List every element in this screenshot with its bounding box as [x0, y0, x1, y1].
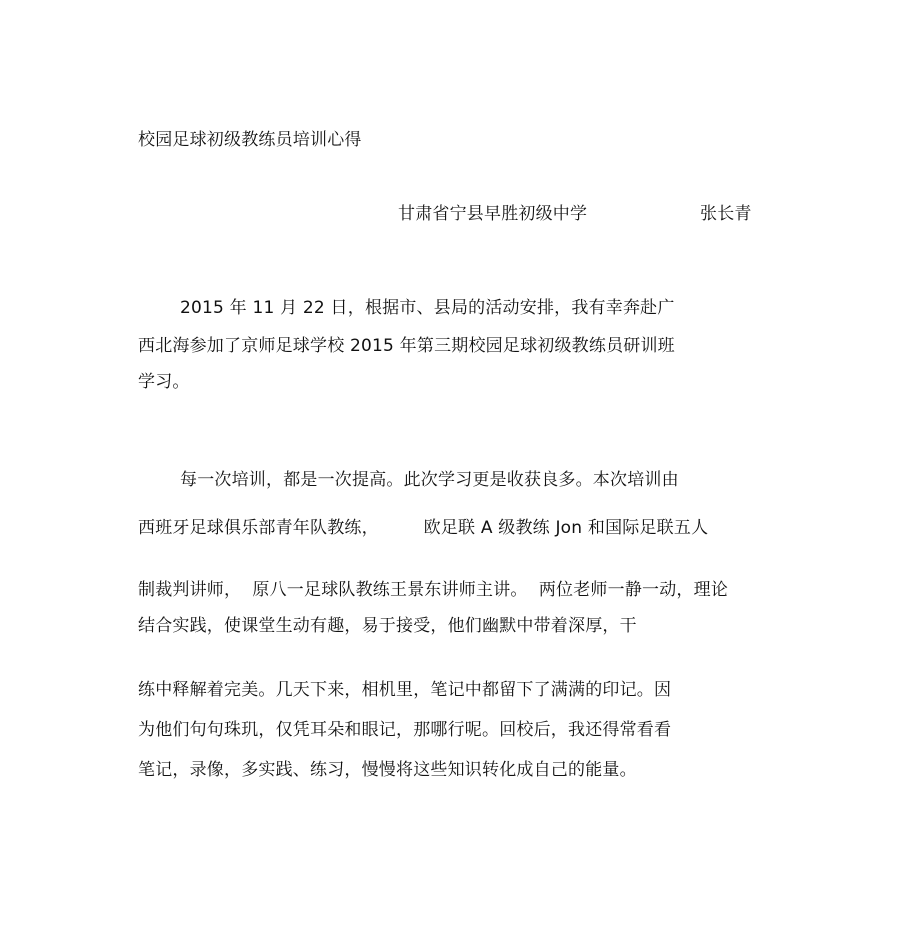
- author-unit: 甘肃省宁县早胜初级中学: [398, 204, 588, 224]
- paragraph-line: 练中释解着完美。几天下来，相机里，笔记中都留下了满满的印记。因: [138, 680, 672, 700]
- author-name: 张长青: [700, 204, 752, 224]
- document-title: 校园足球初级教练员培训心得: [138, 130, 362, 150]
- paragraph-line: 笔记，录像，多实践、练习，慢慢将这些知识转化成自己的能量。: [138, 760, 637, 780]
- paragraph-line: 2015 年 11 月 22 日，根据市、县局的活动安排，我有幸奔赴广: [180, 298, 675, 318]
- paragraph-line: 西班牙足球俱乐部青年队教练， 欧足联 A 级教练 Jon 和国际足联五人: [138, 518, 709, 538]
- paragraph-line: 西北海参加了京师足球学校 2015 年第三期校园足球初级教练员研训班: [138, 336, 675, 356]
- paragraph-line: 学习。: [138, 372, 190, 392]
- paragraph-line: 为他们句句珠玑，仅凭耳朵和眼记，那哪行呢。回校后，我还得常看看: [138, 720, 672, 740]
- paragraph-line: 每一次培训，都是一次提高。此次学习更是收获良多。本次培训由: [180, 470, 679, 490]
- paragraph-line: 制裁判讲师， 原八一足球队教练王景东讲师主讲。 两位老师一静一动，理论: [138, 580, 729, 600]
- paragraph-line: 结合实践，使课堂生动有趣，易于接受，他们幽默中带着深厚，干: [138, 616, 637, 636]
